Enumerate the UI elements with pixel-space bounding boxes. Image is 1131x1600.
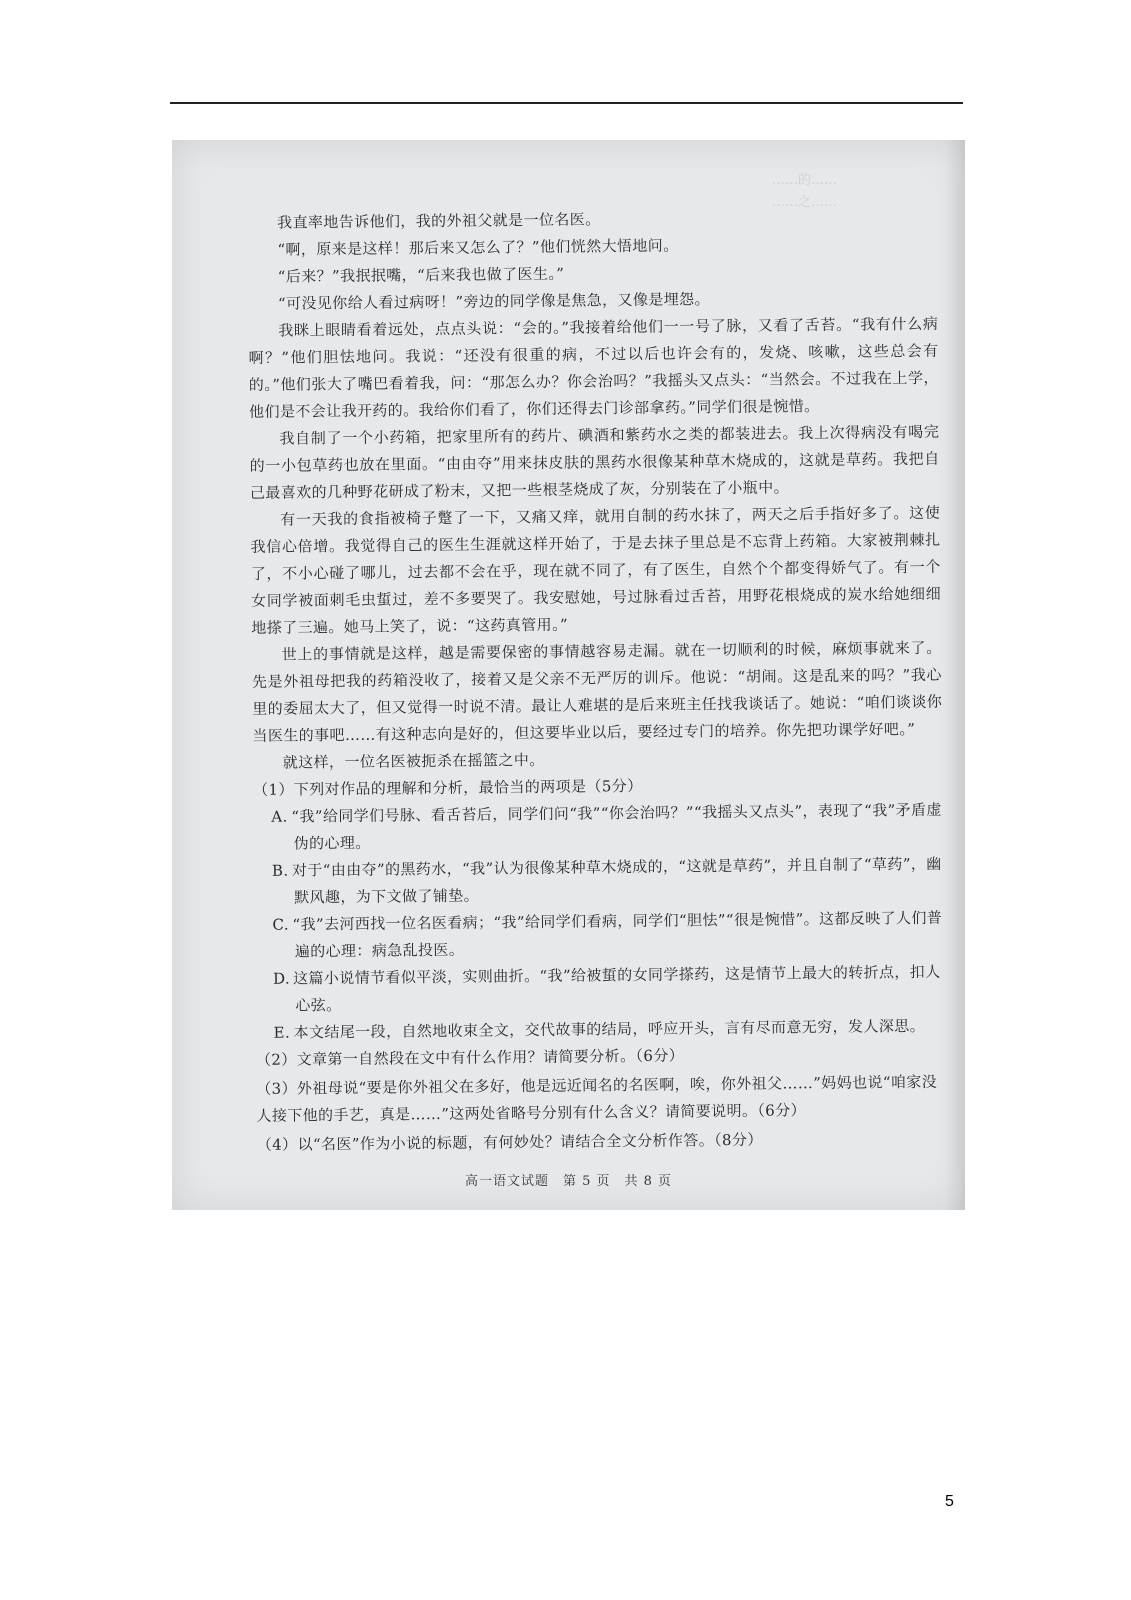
- paragraph: 有一天我的食指被椅子蹩了一下，又痛又痒，就用自制的药水抹了，两天之后手指好多了。这使我信心倍增。我觉得自己的医生生涯就这样开始了，于是去抹子里总是不忘背上药箱。大家被荆棘扎了，不小心碰了哪儿，过去都不会在乎，现在就不同了，有了医生，自然个个都变得娇气了。有一个女同学被面刺毛虫蜇过，差不多要哭了。我安慰她，号过脉看过舌苔，用野花根烧成的炭水给她细细地搽了三遍。她马上笑了，说：“这药真管用。”: [250, 503, 942, 637]
- paragraph: 世上的事情就是这样，越是需要保密的事情越容易走漏。就在一切顺利的时候，麻烦事就来了。先是外祖母把我的药箱没收了，接着又是父亲不无严厉的训斥。他说：“胡闹。这是乱来的吗？”我心里的委屈太大了，但又觉得一时说不清。最让人难堪的是后来班主任找我谈话了。她说：“咱们谈谈你当医生的事吧……有这种志向是好的，但这要毕业以后，要经过专门的培养。你先把功课学好吧。”: [251, 638, 943, 745]
- exam-content: [247, 203, 947, 1159]
- option-text: 对于“由由夺”的黑药水，“我”认为很像某种草木烧成的，“这就是草药”，并且自制了“草药”，幽默风趣，为下文做了铺垫。: [291, 854, 942, 907]
- option-text: 本文结尾一段，自然地收束全文，交代故事的结局，呼应开头，言有尽而意无穷，发人深思。: [293, 1016, 926, 1042]
- paragraph: “可没见你给人看过病呀！”旁边的同学像是焦急，又像是埋怨。: [277, 290, 711, 313]
- paragraph: 就这样，一位名医被扼杀在摇篮之中。: [282, 750, 545, 772]
- option-text: 这篇小说情节看似平淡，实则曲折。“我”给被蜇的女同学搽药，这是情节上最大的转折点，扣人心弦。: [292, 962, 941, 1015]
- option-text: “我”给同学们号脉、看舌苔后，同学们问“我”“你会治吗？”“我摇头又点头”，表现了“我”矛盾虚伪的心理。: [291, 800, 942, 853]
- paragraph: 我眯上眼睛看着远处，点点头说：“会的。”我接着给他们一一号了脉，又看了舌苔。“我有什么病啊？”他们胆怯地问。我说：“还没有很重的病，不过以后也许会有的，发烧、咳嗽，这些总会有的。”他们张大了嘴巴看着我，问：“那怎么办？你会治吗？”我摇头又点头：“当然会。不过我在上学，他们是不会让我开药的。我给你们看了，你们还得去门诊部拿药。”同学们很是惋惜。: [248, 314, 939, 421]
- bleed-line: ……的……: [772, 173, 838, 188]
- option-label: D.: [272, 969, 291, 988]
- option-label: A.: [271, 807, 288, 826]
- paragraph: “啊，原来是这样！那后来又怎么了？”他们恍然大悟地问。: [277, 236, 679, 259]
- option-b: [254, 851, 945, 912]
- paragraph: “后来？”我抿抿嘴，“后来我也做了医生。”: [277, 264, 565, 286]
- option-c: [254, 905, 945, 966]
- question-2: （2）文章第一自然段在文中有什么作用？请简要分析。（6分）: [255, 1046, 685, 1069]
- option-a: [253, 797, 944, 858]
- question-4: （4）以“名医”作为小说的标题，有何妙处？请结合全文分析作答。（8分）: [256, 1130, 763, 1154]
- option-d: [255, 959, 946, 1020]
- option-label: B.: [271, 861, 289, 880]
- header-rule: [170, 102, 963, 104]
- option-text: “我”去河西找一位名医看病；“我”给同学们看病，同学们“胆怯”“很是惋惜”。这都反映了人们普遍的心理：病急乱投医。: [292, 908, 943, 961]
- paragraph: 我自制了一个小药箱，把家里所有的药片、碘酒和紫药水之类的都装进去。我上次得病没有喝完的一小包草药也放在里面。“由由夺”用来抹皮肤的黑药水很像某种草木烧成的，这就是草药。我把自己最喜欢的几种野花研成了粉末，又把一些根茎烧成了灰，分别装在了小瓶中。: [249, 422, 940, 502]
- option-label: C.: [272, 915, 290, 934]
- option-label: E.: [273, 1023, 291, 1042]
- exam-footer: 高一语文试题 第 5 页 共 8 页: [464, 1174, 673, 1189]
- page-number: 5: [945, 1493, 954, 1510]
- question-1: （1）下列对作品的理解和分析，最恰当的两项是（5分）: [252, 776, 643, 799]
- bleed-line: ……之……: [772, 195, 838, 210]
- scanned-exam-photo: [172, 140, 965, 1210]
- question-3: （3）外祖母说“要是你外祖父在多好，他是远近闻名的名医啊，唉，你外祖父……”妈妈也说“咱家没人接下他的手艺，真是……”这两处省略号分别有什么含义？请简要说明。（6分）: [256, 1072, 938, 1125]
- paragraph: 我直率地告诉他们，我的外祖父就是一位名医。: [277, 210, 601, 232]
